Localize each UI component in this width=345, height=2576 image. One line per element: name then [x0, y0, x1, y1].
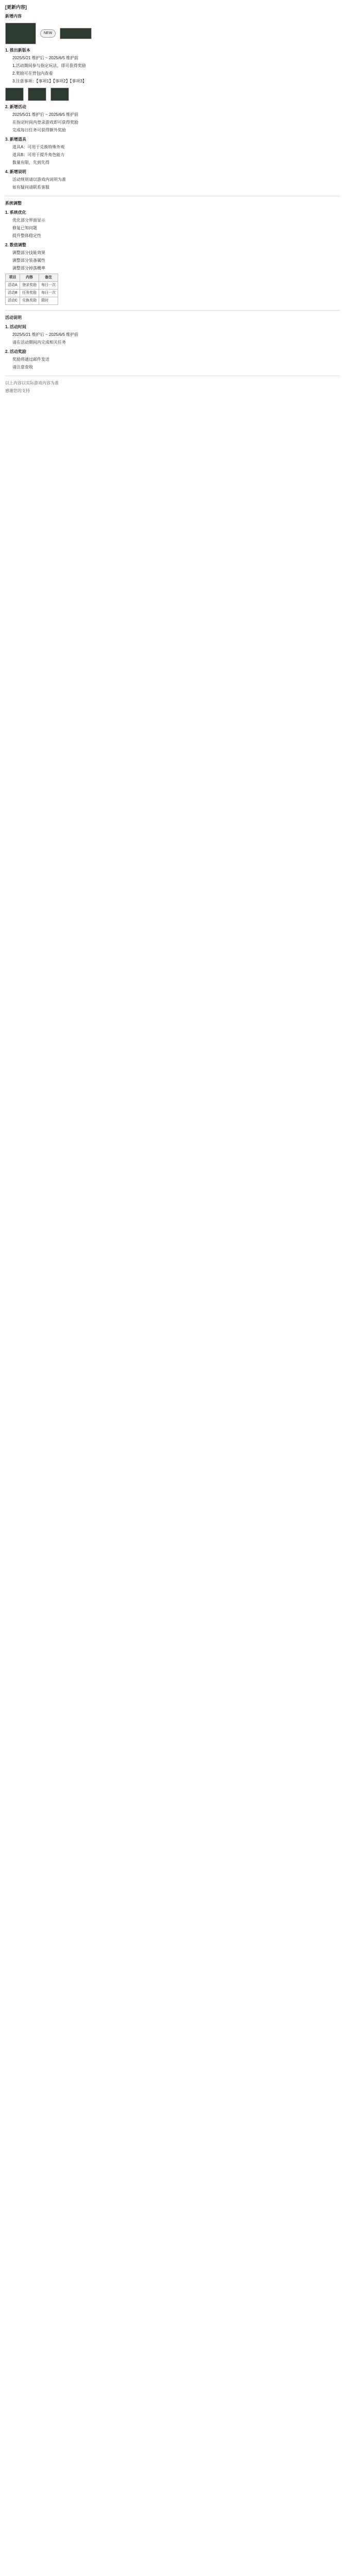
table-header: 项目	[6, 274, 20, 282]
item-heading: 3. 新增道具	[5, 137, 26, 142]
table-cell: 限时	[39, 297, 58, 305]
table-row	[6, 282, 58, 290]
item-heading: 1. 系统优化	[5, 210, 26, 215]
footer	[5, 380, 340, 394]
item-line: 在指定时间内登录游戏即可获得奖励	[12, 120, 78, 125]
section-heading: 活动说明	[5, 315, 22, 320]
table-cell: 每日一次	[39, 290, 58, 297]
item-heading: 1. 活动时间	[5, 325, 26, 329]
thumb-image	[50, 88, 69, 101]
item-line: 请在活动期间内完成相关任务	[12, 340, 66, 345]
item-line: 2.奖励可在背包内查看	[12, 71, 53, 76]
item-heading: 2. 数值调整	[5, 243, 26, 247]
banner-row	[5, 23, 340, 44]
table-cell: 活动A	[6, 282, 20, 290]
item-line: 如有疑问请联系客服	[12, 185, 49, 190]
item-line: 优化部分界面显示	[12, 218, 45, 223]
item-heading: 4. 新增说明	[5, 170, 26, 174]
thumb-image	[5, 88, 24, 101]
item-line: 2025/5/21 维护后 ~ 2025/6/5 维护前	[12, 112, 79, 117]
table-cell: 每日一次	[39, 282, 58, 290]
section-heading: 系统调整	[5, 201, 22, 206]
page-title: [更新内容]	[5, 5, 27, 10]
table-header: 内容	[20, 274, 39, 282]
table-cell: 活动C	[6, 297, 20, 305]
item-line: 调整部分技能效果	[12, 250, 45, 255]
item-line: 完成每日任务可获得额外奖励	[12, 128, 66, 132]
data-table	[5, 274, 58, 305]
divider	[5, 310, 340, 311]
thumb-image	[28, 88, 46, 101]
section-2	[5, 315, 340, 370]
item-line: 道具A：可用于兑换特殊外观	[12, 145, 65, 149]
item-heading: 2. 活动奖励	[5, 349, 26, 354]
banner-image	[5, 23, 36, 44]
item-line: 调整部分掉落概率	[12, 266, 45, 270]
item-line: 3.注意事项：【事项1】【事项2】【事项3】	[12, 79, 87, 83]
item-line: 2025/5/21 维护后 ~ 2025/6/5 维护前	[12, 56, 79, 60]
item-heading: 1. 推出新版本	[5, 48, 30, 53]
item-line: 活动规则请以游戏内说明为准	[12, 177, 66, 182]
badge: NEW	[40, 29, 56, 38]
image-row	[5, 88, 340, 101]
section-1	[5, 200, 340, 305]
item-line: 修复已知问题	[12, 226, 37, 230]
footer-line: 以上内容以实际游戏内容为准	[5, 381, 59, 385]
table-header: 备注	[39, 274, 58, 282]
item-line: 提升整体稳定性	[12, 233, 41, 238]
page	[0, 0, 345, 394]
table-row	[6, 290, 58, 297]
footer-line: 感谢您的支持	[5, 388, 30, 393]
table-cell: 登录奖励	[20, 282, 39, 290]
section-0	[5, 13, 340, 191]
table-cell: 兑换奖励	[20, 297, 39, 305]
section-heading: 新增内容	[5, 14, 22, 19]
item-line: 数量有限，先到先得	[12, 160, 49, 165]
item-heading: 2. 新增活动	[5, 105, 26, 109]
item-image	[60, 28, 92, 39]
table-cell: 活动B	[6, 290, 20, 297]
item-line: 请注意查收	[12, 365, 33, 369]
item-line: 1.活动期间参与指定玩法，即可获得奖励	[12, 63, 86, 68]
item-line: 奖励将通过邮件发送	[12, 357, 49, 362]
item-line: 道具B：可用于提升角色能力	[12, 152, 65, 157]
table-cell: 任务奖励	[20, 290, 39, 297]
item-line: 2025/5/21 维护后 ~ 2025/6/5 维护前	[12, 332, 79, 337]
item-line: 调整部分装备属性	[12, 258, 45, 263]
table-row	[6, 297, 58, 305]
